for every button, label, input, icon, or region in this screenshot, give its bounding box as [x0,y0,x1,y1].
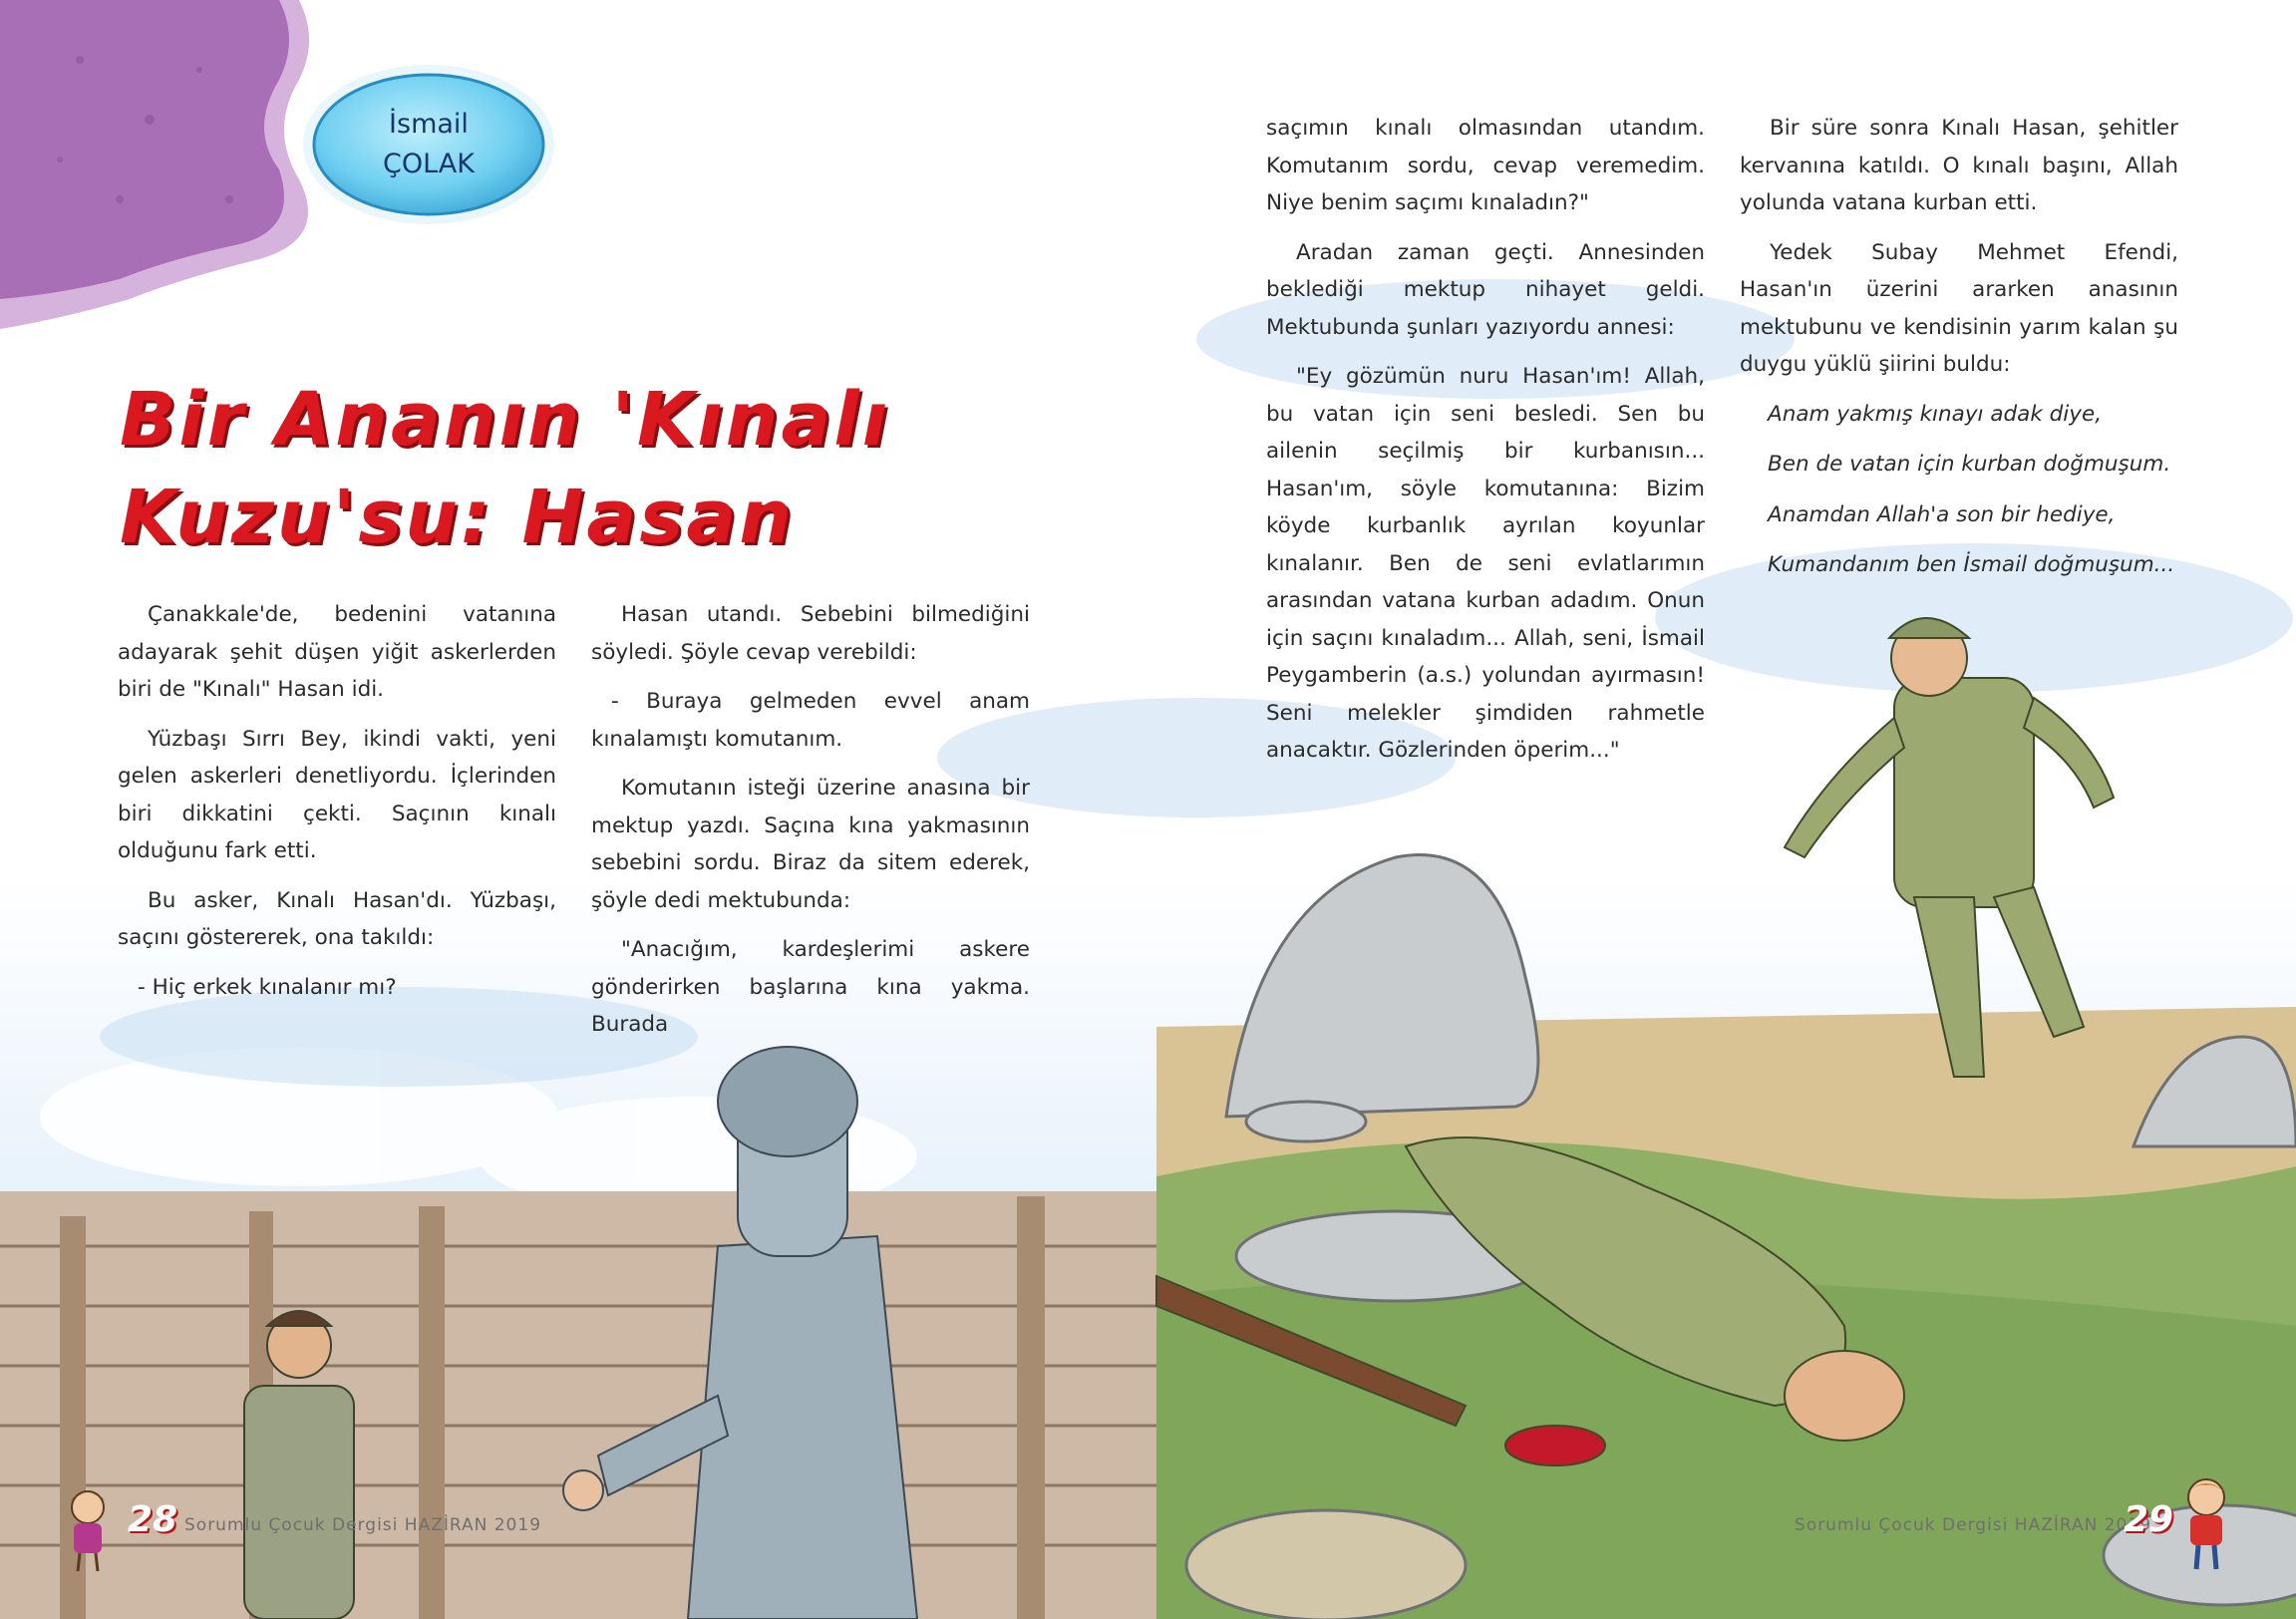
paragraph: "Ey gözümün nuru Hasan'ım! Allah, bu vatan için seni besledi. Sen bu ailenin seçilmiş bir kurbanısın... Hasan'ım, söyle komutanına: Bizim köyde kurbanlık ayrılan koyunlar kınalanır. Ben de seni evlatlarımın arasından vatana kurban adadım. Onun için saçını kınaladım... Allah, seni, İsmail Peygamberin (a.s.) yolundan ayırmasın! Seni melekler şimdiden rahmetle anacaktır. Gözlerinden öperim..." [1266,364,1705,763]
page-number-left: 28 [128,1499,178,1540]
poem-line: Ben de vatan için kurban doğmuşum. [1768,452,2171,477]
footer-left: Sorumlu Çocuk Dergisi HAZİRAN 2019 [184,1515,542,1535]
poem-line: Anam yakmış kınayı adak diye, [1768,401,2103,427]
paragraph: Aradan zaman geçti. Annesinden beklediği mektup nihayet geldi. Mektubunda şunları yazıyordu annesi: [1266,239,1705,340]
paragraph: Bu asker, Kınalı Hasan'dı. Yüzbaşı, saçını göstererek, ona takıldı: [118,887,556,950]
text-column-4 [1740,110,2178,597]
kid-boy-icon [2173,1473,2239,1573]
paragraph: saçımın kınalı olmasından utandım. Komutanım sordu, cevap veremedim. Niye benim saçımı kınaladın?" [1266,116,1705,215]
paragraph: Bir süre sonra Kınalı Hasan, şehitler kervanına katıldı. O kınalı başını, Allah yolunda vatana kurban etti. [1740,116,2178,215]
poem-line: Anamdan Allah'a son bir hediye, [1768,501,2116,527]
paragraph: Hasan utandı. Sebebini bilmediğini söyledi. Şöyle cevap verebildi: [591,602,1030,665]
paragraph: Komutanın isteği üzerine anasına bir mektup yazdı. Saçına kına yakmasının sebebini sordu. Biraz da sitem ederek, şöyle dedi mektubunda: [591,776,1030,913]
text-column-1 [118,596,556,1018]
author-last-name: ÇOLAK [383,149,475,179]
footer-right: Sorumlu Çocuk Dergisi HAZİRAN 2019 [1795,1515,2152,1535]
title-line-1: Bir Ananın 'Kınalı [120,377,891,463]
text-column-2 [591,596,1030,1056]
poem [1740,396,2178,584]
paragraph: - Buraya gelmeden evvel anam kınalamıştı komutanım. [591,689,1030,752]
poem-line: Kumandanım ben İsmail doğmuşum... [1768,552,2175,577]
paragraph: Yüzbaşı Sırrı Bey, ikindi vakti, yeni gelen askerleri denetliyordu. İçlerinden biri dikkatini çekti. Saçının kınalı olduğunu fark etti. [118,726,556,863]
paragraph: - Hiç erkek kınalanır mı? [138,974,397,1000]
kid-girl-icon [58,1485,118,1575]
paragraph: Yedek Subay Mehmet Efendi, Hasan'ın üzerini ararken anasının mektubunu ve kendisinin yarım kalan şu duygu yüklü şiirini buldu: [1740,239,2178,377]
author-first-name: İsmail [389,109,469,140]
trench-wall [0,1191,1156,1619]
page-number-right: 29 [2124,1499,2174,1540]
title-line-2: Kuzu'su: Hasan [120,475,795,560]
paragraph: Çanakkale'de, bedenini vatanına adayarak şehit düşen yiğit askerlerden biri de "Kınalı" Hasan idi. [118,602,556,702]
author-name [299,60,558,229]
paragraph: "Anacığım, kardeşlerimi askere gönderirken başlarına kına yakma. Burada [591,937,1030,1037]
text-column-3 [1266,110,1705,782]
article-title [120,371,937,566]
author-badge [299,60,558,229]
